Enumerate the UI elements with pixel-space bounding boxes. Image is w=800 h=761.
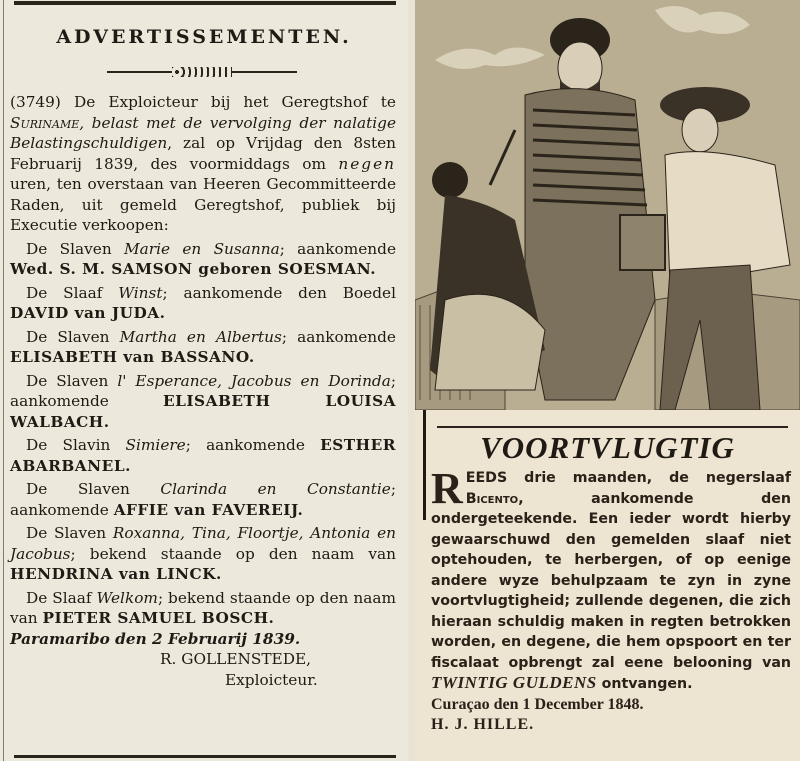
- reward-amount: TWINTIG GULDENS: [431, 673, 597, 692]
- runaway-notice: [431, 464, 791, 736]
- ornament-bar-left: [107, 71, 172, 73]
- sale-entry: [10, 371, 396, 433]
- runaway-heading: VOORTVLUGTIG: [480, 430, 735, 465]
- entry-mid: ; bekend staande op den naam van: [70, 544, 396, 563]
- sale-entry: [10, 435, 396, 476]
- entry-names: Winst: [118, 283, 163, 302]
- entry-names: Roxanna, Tina, Floortje, Antonia en Jacobus: [10, 524, 396, 563]
- entry-names: Martha en Albertus: [119, 327, 282, 346]
- hour-word: negen: [338, 154, 396, 173]
- ornament-bar-right: [232, 71, 297, 73]
- place-date: Paramaribo den 2 Februarij 1839.: [10, 629, 301, 648]
- entry-owner: PIETER SAMUEL BOSCH.: [42, 609, 275, 627]
- notice-text-1: drie maanden, de negerslaaf: [507, 470, 791, 486]
- notice-text-3: ontvangen.: [596, 676, 693, 692]
- entry-prefix: De Slaaf: [26, 283, 119, 302]
- sale-entry: [10, 327, 396, 368]
- entry-mid: ; bekend staande op den naam van: [10, 588, 396, 627]
- entry-owner: ELISABETH LOUISA WALBACH.: [10, 392, 397, 431]
- intro-italic: , belast met de vervolging der nalatige Belastingschuldigen: [10, 113, 396, 152]
- intro-text: De Exploicteur bij het Geregtshof te: [60, 93, 396, 111]
- notice-intro: [10, 92, 396, 236]
- entry-mid: ; aankomende den Boedel: [162, 283, 396, 302]
- sale-entry: [10, 479, 396, 520]
- entry-owner: Wed. S. M. SAMSON geboren SOESMAN.: [10, 260, 377, 278]
- entry-names: l' Esperance, Jacobus en Dorinda: [117, 371, 391, 390]
- ad-number: (3749): [10, 93, 61, 111]
- top-rule: [14, 1, 396, 5]
- sale-entry: [10, 239, 396, 280]
- entry-prefix: De Slaven: [26, 327, 120, 346]
- engraving-image: [415, 0, 800, 410]
- drop-cap: R: [431, 464, 463, 513]
- notice-text: [431, 464, 791, 695]
- entry-owner: DAVID van JUDA.: [10, 304, 166, 322]
- lead-word: EEDS: [465, 470, 508, 486]
- entry-mid: ; aankomende: [185, 436, 321, 454]
- entry-mid: ; aankomende: [10, 480, 396, 519]
- advertisements-heading: ADVERTISSEMENTEN.: [56, 26, 352, 48]
- entry-owner: HENDRINA van LINCK.: [10, 565, 222, 583]
- entry-names: Simiere: [125, 436, 186, 454]
- top-rule: [437, 426, 788, 428]
- auction-notice: [10, 92, 396, 690]
- intro-text-2: , zal op Vrijdag den 8sten Februarij 1839, des voormiddags om: [10, 134, 396, 173]
- entry-mid: ; aankomende: [281, 327, 396, 346]
- entry-owner: ELISABETH van BASSANO.: [10, 348, 255, 366]
- entry-owner: AFFIE van FAVEREIJ.: [113, 500, 304, 519]
- sale-entry: [10, 588, 396, 629]
- slave-name: Bicento: [465, 490, 519, 507]
- place-name: Suriname: [10, 113, 80, 132]
- entry-prefix: De Slaaf: [26, 588, 97, 607]
- ornament-divider: [107, 69, 297, 75]
- entry-names: Clarinda en Constantie: [160, 480, 391, 498]
- engraving-illustration: [415, 0, 800, 410]
- entry-prefix: De Slaven: [26, 524, 113, 542]
- sale-entry: [10, 523, 396, 585]
- place-date: Curaçao den 1 December 1848.: [431, 695, 644, 713]
- ornament-flourish: [172, 67, 232, 77]
- notice-text-2: , aankomende den ondergeteekende. Een ieder wordt hierby gewaarschuwd den gemelden slaaf niet optehouden, te herbergen, of op eenige andere wyze behulpzaam te zyn in zyne voortvlugtigheid; zullende degenen, die zich hieraan schuldig maken in regten betrokken worden, en degene, die hem opspoort en ter fiscalaat opbrengt zal eene belooning van: [431, 490, 791, 671]
- entry-prefix: De Slavin: [26, 436, 126, 454]
- entry-mid: ; aankomende: [10, 371, 396, 410]
- signature: H. J. HILLE.: [431, 716, 535, 733]
- signature: R. GOLLENSTEDE,: [160, 650, 312, 668]
- runaway-advertisement: [415, 410, 800, 761]
- signature-role: Exploicteur.: [225, 670, 318, 689]
- bottom-rule: [14, 755, 396, 758]
- column-rule: [3, 0, 4, 761]
- entry-names: Marie en Susanna: [124, 239, 280, 258]
- entry-prefix: De Slaven: [26, 371, 118, 390]
- sale-entry: [10, 283, 396, 324]
- entry-names: Welkom: [96, 588, 158, 607]
- entry-mid: ; aankomende: [279, 239, 396, 258]
- entry-owner: ESTHER ABARBANEL.: [10, 436, 396, 475]
- intro-text-3: uren, ten overstaan van Heeren Gecommitteerde Raden, uit gemeld Geregtshof, publiek bij Executie verkoopen:: [10, 175, 396, 234]
- entry-prefix: De Slaven: [26, 239, 124, 258]
- entry-prefix: De Slaven: [26, 480, 161, 498]
